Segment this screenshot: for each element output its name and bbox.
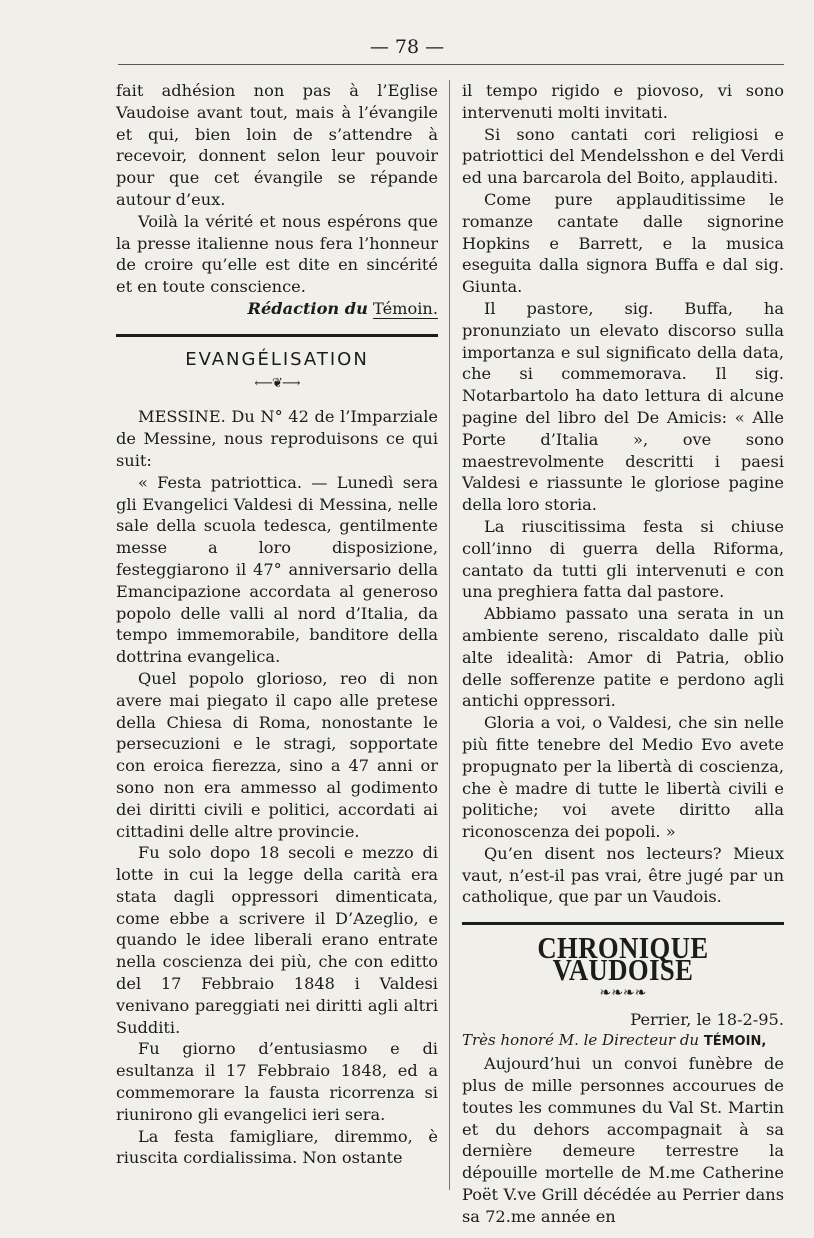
paragraph: Come pure applauditissime le romanze cantate dalle signorine Hopkins e Barrett, e la musica eseguita dalla signora Buffa e dal sig. Giunta.: [462, 189, 784, 297]
paragraph: Il pastore, sig. Buffa, ha pronunziato un elevato discorso sulla importanza e sul significato della data, che si commemorava. Il sig. Notarbartolo ha dato lettura di alcune pagine del libro del De Amicis: « Alle Porte d’Italia », ove sono maestrevolmente descritti i paesi Valdesi e riassunte le gloriose pagine della loro storia.: [462, 298, 784, 515]
signature-name: Témoin.: [373, 298, 438, 318]
paragraph: Quel popolo glorioso, reo di non avere mai piegato il capo alle pretese della Chiesa di Roma, nonostante le persecuzioni e le stragi, sopportate con eroica fierezza, sino a 47 anni or sono non era ammesso al godimento dei diritti civili e politici, accordati ai cittadini delle altre provincie.: [116, 668, 438, 841]
paragraph: Gloria a voi, o Valdesi, che sin nelle più fitte tenebre del Medio Evo avete propugnato per la libertà di coscienza, che è madre di tutte le libertà civili e politiche; voi avete diritto alla riconoscenza dei popoli. »: [462, 713, 784, 842]
paragraph: Aujourd’hui un convoi funèbre de plus de mille personnes accourues de toutes les communes du Val St. Martin et du dehors accompagnait à sa dernière demeure terrestre la dépouille mortelle de M.me Catherine Poët V.ve Grill décédée au Perrier dans sa 72.me année en: [462, 1054, 784, 1226]
column-divider: [449, 80, 450, 1190]
paragraph: fait adhésion non pas à l’Eglise Vaudoise avant tout, mais à l’évangile et qui, bien loin de s’attendre à recevoir, donnent selon leur pouvoir pour que cet évangile se répande autour d’eux.: [116, 81, 438, 209]
paragraph: il tempo rigido e piovoso, vi sono intervenuti molti invitati.: [462, 81, 784, 122]
left-column: [116, 80, 438, 1169]
signature: [116, 298, 438, 320]
paragraph: Fu solo dopo 18 secoli e mezzo di lotte in cui la legge della carità era stata dagli oppressori dimenticata, come ebbe a scrivere il D’Azeglio, e quando le idee liberali erano entrate nella coscienza dei più, che con editto del 17 Febbraio 1848 i Valdesi venivano pareggiati nei diritti agli altri Sudditi.: [116, 843, 438, 1037]
paragraph: Abbiamo passato una serata in un ambiente sereno, riscaldato dalle più alte idealità: Amor di Patria, oblio delle sofferenze patite e perdono agli antichi oppressori.: [462, 604, 784, 711]
section-rule: [116, 334, 438, 337]
page-number: — 78 —: [369, 36, 445, 58]
paragraph: MESSINE. Du N° 42 de l’Imparziale de Messine, nous reproduisons ce qui suit:: [116, 407, 438, 470]
ornament: ⟵❦⟶: [254, 375, 300, 391]
paragraph: La riuscitissima festa si chiuse coll’inno di guerra della Riforma, cantato da tutti gli intervenuti e con una preghiera fatta dal pastore.: [462, 516, 784, 602]
section-title-evangelisation: EVANGÉLISATION: [185, 348, 369, 370]
salutation-prefix: Très honoré M. le Directeur du: [462, 1031, 700, 1050]
ornament: ❧❧❧❧: [599, 984, 647, 1001]
paragraph: Fu giorno d’entusiasmo e di esultanza il 17 Febbraio 1848, ed a commemorare la fausta ricorrenza si riunirono gli evangelici ieri sera.: [116, 1039, 438, 1124]
header-rule: [118, 64, 784, 65]
paragraph: Si sono cantati cori religiosi e patriottici del Mendelsshon e del Verdi ed una barcarola del Boito, applauditi.: [462, 124, 784, 188]
paragraph: La festa famigliare, diremmo, è riuscita cordialissima. Non ostante: [116, 1126, 438, 1168]
section-rule: [462, 922, 784, 925]
section-title-chronique: CHRONIQUE VAUDOISE: [537, 930, 709, 988]
salutation-paper: TÉMOIN,: [703, 1034, 767, 1050]
salutation: [462, 1030, 784, 1053]
paragraph: « Festa patriottica. — Lunedì sera gli Evangelici Valdesi di Messina, nelle sale della scuola tedesca, gentilmente messe a loro disposizione, festeggiarono il 47° anniversario della Emancipazione accordata al generoso popolo delle valli al nord d’Italia, da tempo immemorabile, banditore della dottrina evangelica.: [116, 472, 438, 667]
paragraph: Qu’en disent nos lecteurs? Mieux vaut, n’est-il pas vrai, être jugé par un catholique, que par un Vaudois.: [462, 843, 784, 907]
right-column: [462, 80, 784, 1228]
dateline: Perrier, le 18-2-95.: [630, 1009, 784, 1029]
paragraph: Voilà la vérité et nous espérons que la presse italienne nous fera l’honneur de croire qu’elle est dite en sincérité et en toute conscience.: [116, 211, 438, 297]
signature-prefix: Rédaction du: [247, 298, 368, 318]
